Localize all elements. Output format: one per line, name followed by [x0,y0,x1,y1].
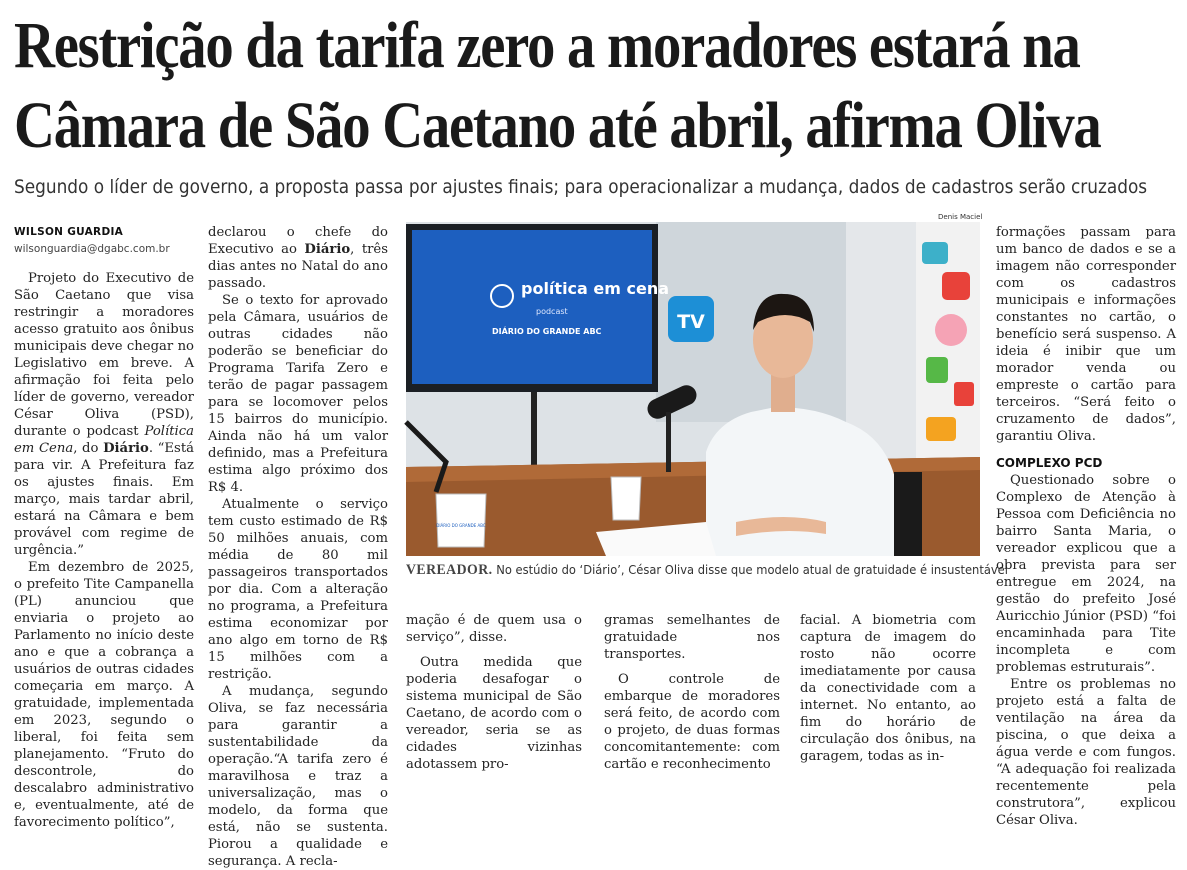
paragraph: Em dezembro de 2025, o prefeito Tite Campanella (PL) anunciou que enviaria o projeto ao Parlamento no início deste ano e que a cobrança a usuários de outras cidades começaria em março. A gratuidade, implementada em 2023, segundo o liberal, foi feita sem planejamento. “Fruto do descontrole, do descalabro administrativo e, eventualmente, até de favorecimento político”, [14,560,194,830]
screen-subtitle: podcast [536,307,568,316]
studio-photo-illustration [406,222,980,556]
article-column-1 [14,224,194,831]
byline-email: wilsonguardia@dgabc.com.br [14,243,170,255]
paragraph: declarou o chefe do Executivo ao Diário, três dias antes no Natal do ano passado. [208,225,388,291]
screen-brand: DIÁRIO DO GRANDE ABC [492,327,602,336]
mug-text: DIÁRIO DO GRANDE ABC [436,523,486,528]
article-column-4 [406,612,582,773]
photo-caption [406,562,1008,579]
paragraph: A mudança, segundo Oliva, se faz necessária para garantir a sustentabilidade da operação.“A tarifa zero é maravilhosa e traz a universalização, mas o modelo, da forma que está, não se sustenta. Piorou a qualidade e segurança. A recla- [208,684,388,869]
byline-author: WILSON GUARDIA [14,226,124,238]
paragraph: Atualmente o serviço tem custo estimado de R$ 50 milhões anuais, com média de 80 mil passageiros transportados por dia. Com a alteração no programa, a Prefeitura estima economizar por ano algo em torno de R$ 15 milhões com a restrição. [208,497,388,682]
caption-keyword: VEREADOR. [406,562,493,578]
paragraph: Entre os problemas no projeto está a falta de ventilação na área da piscina, o que deixa a água verde e com fungos. “A adequação foi realizada recentemente pela construtora”, explicou César Oliva. [996,677,1176,828]
headline-line-1: Restrição da tarifa zero a moradores estará na [14,9,1080,82]
paragraph: formações passam para um banco de dados e se a imagem não corresponder com os cadastros municipais e informações constantes no cartão, o benefício será suspenso. A ideia é inibir que um morador venda ou empreste o cartão para terceiros. “Será feito o cruzamento de dados”, garantiu Oliva. [996,225,1176,444]
screen-title: política em cena [521,279,670,298]
caption-text: No estúdio do ‘Diário’, César Oliva disse que modelo atual de gratuidade é insustentável [492,562,1008,577]
paragraph: facial. A biometria com captura de imagem do rosto não ocorre imediatamente por causa da conectividade com a internet. No entanto, ao fim do horário de circulação dos ônibus, na garagem, todas as in- [800,613,976,764]
article-column-5 [604,612,780,773]
photo-credit: Denis Maciel [938,213,983,221]
article-column-2 [208,224,388,870]
paragraph: Se o texto for aprovado pela Câmara, usuários de outras cidades não poderão se beneficiar do Programa Tarifa Zero e terão de pagar passagem para se locomover pelos 15 bairros do município. Ainda não há um valor definido, mas a Prefeitura estima algo próximo dos R$ 4. [208,293,388,495]
article-photo [406,222,980,556]
article-column-7 [996,224,1176,829]
headline [14,6,1101,166]
paragraph: mação é de quem usa o serviço”, disse. [406,613,582,645]
paragraph: O controle de embarque de moradores será feito, de acordo com o projeto, de duas formas concomitantemente: com cartão e reconhecimento [604,672,780,772]
paragraph: Outra medida que poderia desafogar o sistema municipal de São Caetano, de acordo com o vereador, seria se as cidades vizinhas adotassem pro- [406,655,582,772]
section-subhead: COMPLEXO PCD [996,456,1103,470]
paragraph: Questionado sobre o Complexo de Atenção à Pessoa com Deficiência no bairro Santa Maria, o vereador explicou que a obra prevista para ser entregue em 2024, na gestão do prefeito José Auricchio Júnior (PSD) “foi encaminhada para Tite incompleta e com problemas estruturais”. [996,473,1176,675]
article-column-6 [800,612,976,765]
headline-line-2: Câmara de São Caetano até abril, afirma Oliva [14,89,1101,162]
paragraph: Projeto do Executivo de São Caetano que visa restringir a moradores acesso gratuito aos ônibus municipais deve chegar no Legislativo em breve. A afirmação foi feita pelo líder de governo, vereador César Oliva (PSD), durante o podcast Política em Cena, do Diário. “Está para vir. A Prefeitura faz os ajustes finais. Em março, mais tardar abril, estará na Câmara e bem provável com regime de urgência.” [14,271,194,558]
paragraph: gramas semelhantes de gratuidade nos transportes. [604,613,780,662]
subheadline: Segundo o líder de governo, a proposta passa por ajustes finais; para operacionalizar a mudança, dados de cadastros serão cruzados [14,176,1148,198]
tv-badge-label: TV [677,311,705,333]
